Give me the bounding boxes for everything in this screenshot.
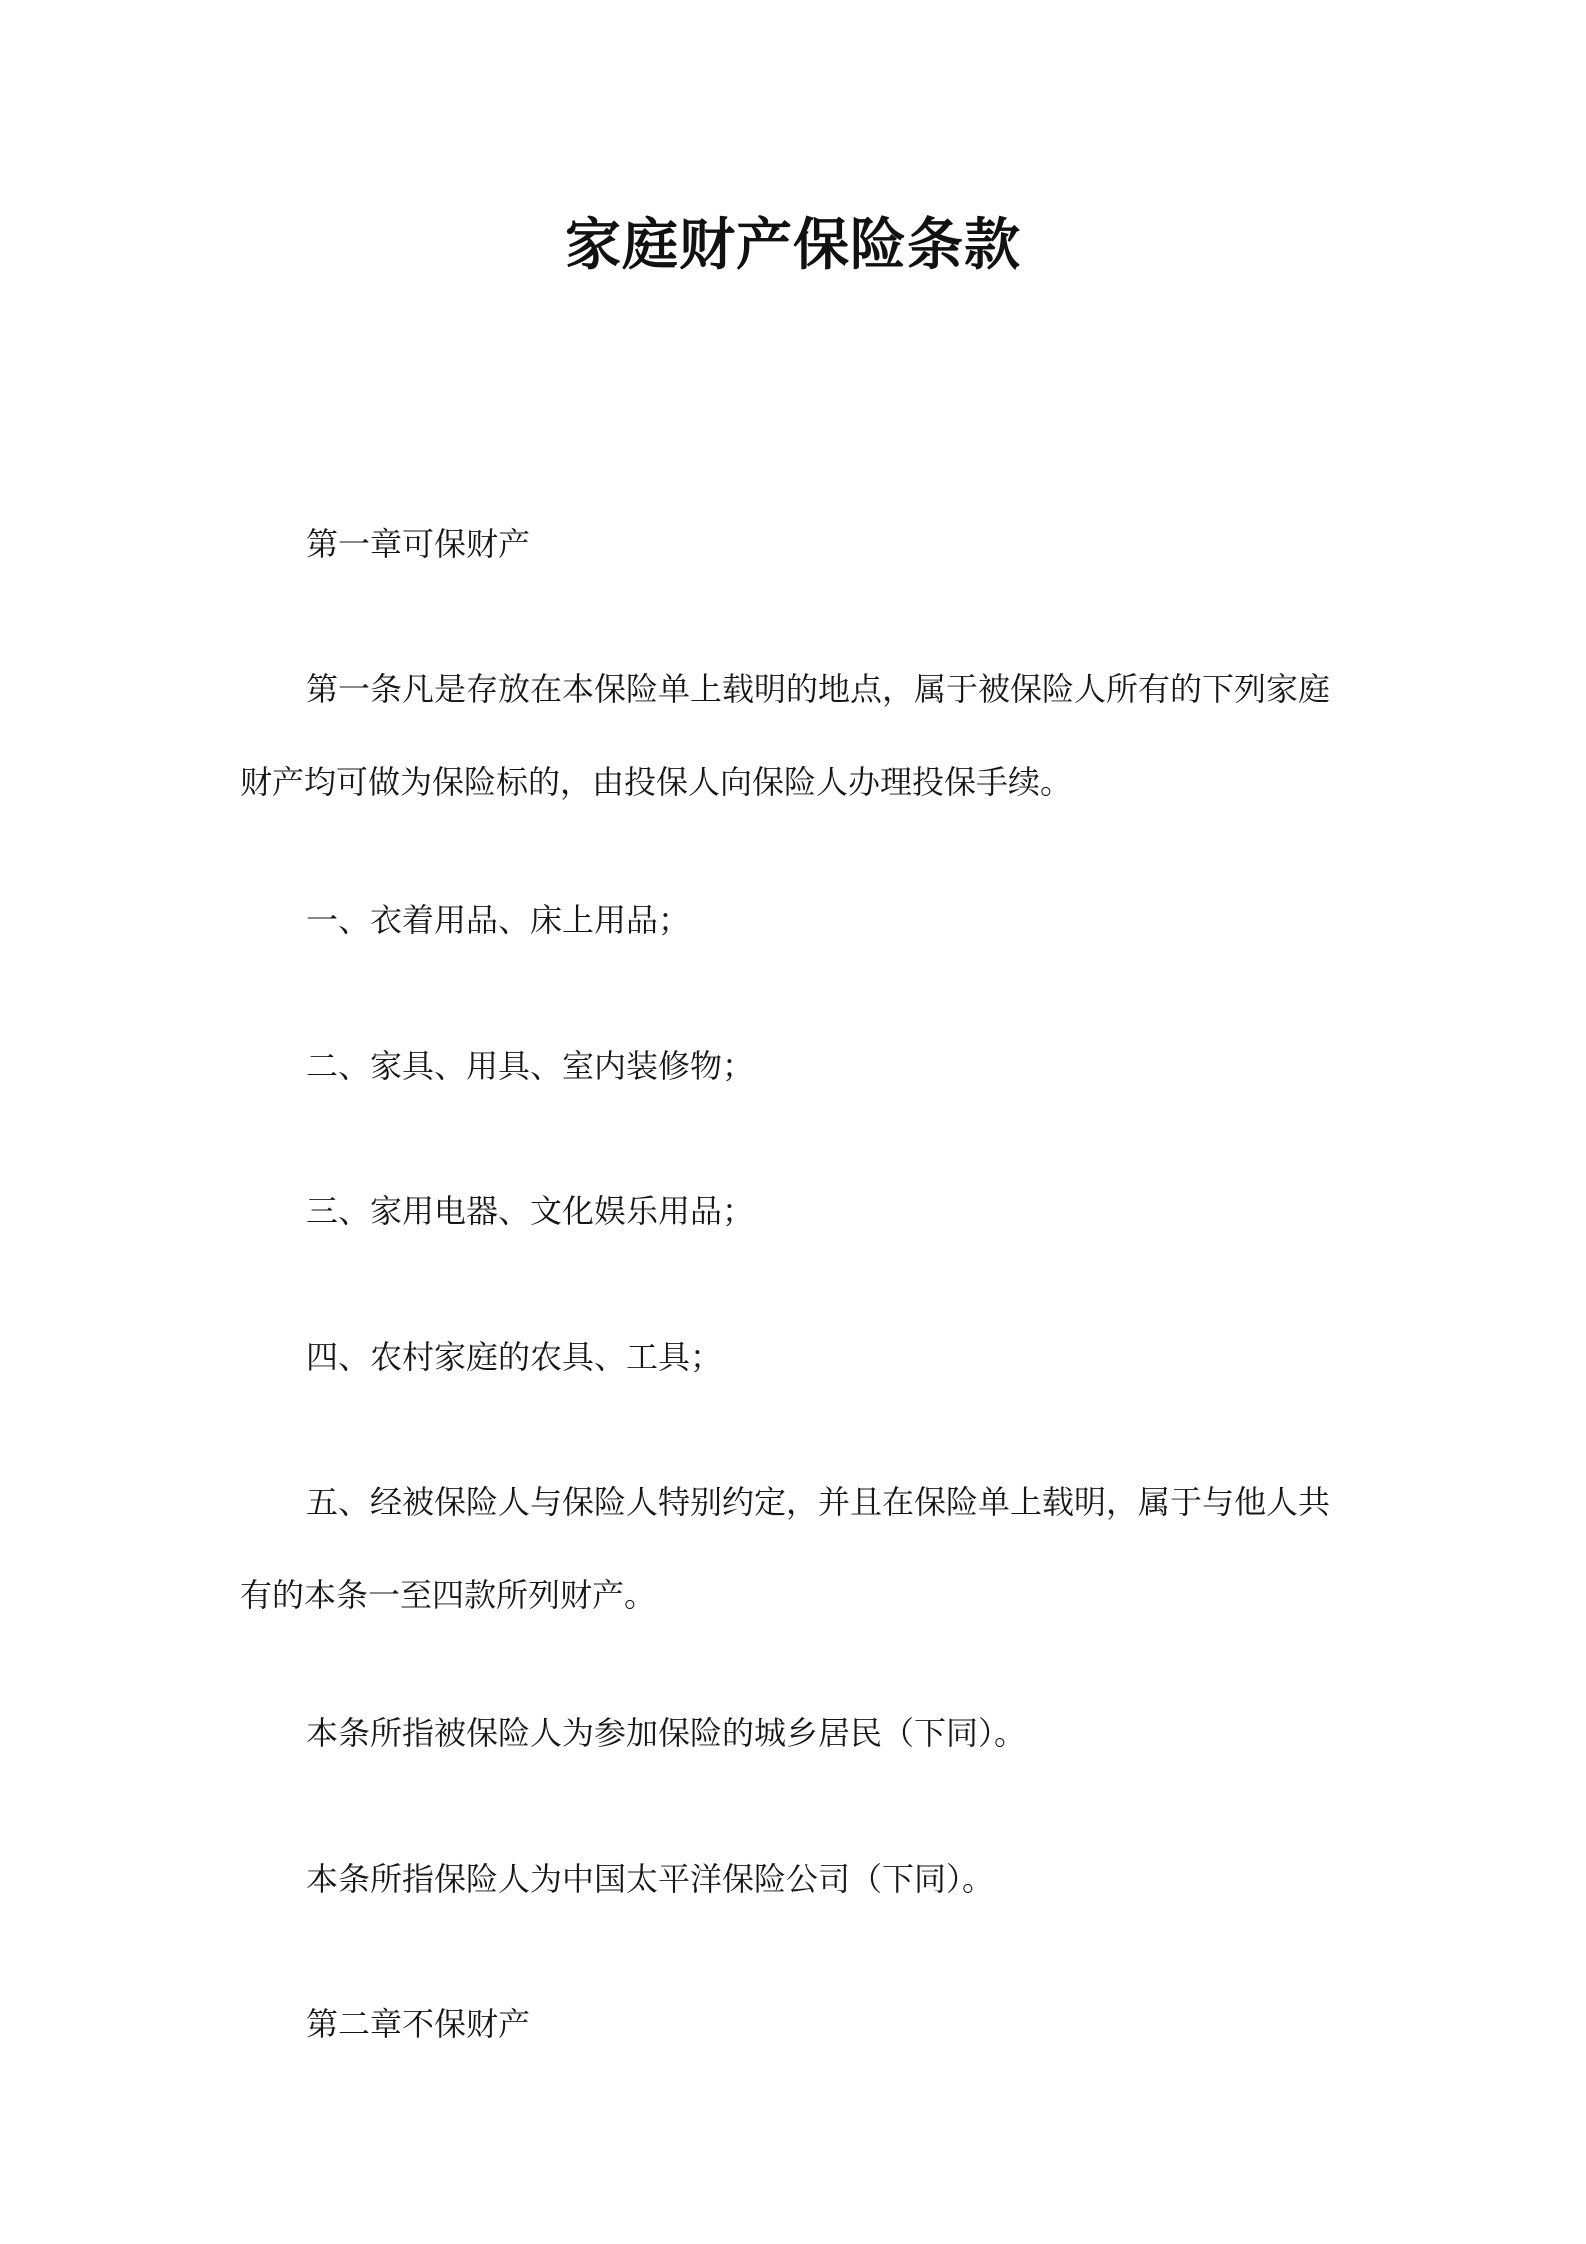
note-insurer-text: 本条所指保险人为中国太平洋保险公司（下同）。 bbox=[306, 1860, 995, 1898]
note-insurer bbox=[240, 1833, 1340, 1926]
article-1 bbox=[240, 643, 1340, 829]
item-1-text: 一、衣着用品、床上用品； bbox=[306, 901, 691, 939]
item-4-text: 四、农村家庭的农具、工具； bbox=[306, 1338, 723, 1376]
document-title: 家庭财产保险条款 bbox=[565, 213, 1021, 278]
item-5-line-1: 五、经被保险人与保险人特别约定，并且在保险单上载明，属于与他人共 bbox=[306, 1483, 1331, 1521]
item-2 bbox=[240, 1020, 1340, 1113]
chapter-1-heading-text: 第一章可保财产 bbox=[306, 525, 531, 563]
item-2-text: 二、家具、用具、室内装修物； bbox=[306, 1047, 755, 1085]
article-1-line-1: 第一条凡是存放在本保险单上载明的地点，属于被保险人所有的下列家庭 bbox=[306, 670, 1331, 708]
item-3 bbox=[240, 1165, 1340, 1258]
item-1 bbox=[240, 874, 1340, 967]
note-insured-text: 本条所指被保险人为参加保险的城乡居民（下同）。 bbox=[306, 1714, 1027, 1752]
item-4 bbox=[240, 1311, 1340, 1404]
chapter-2-heading-text: 第二章不保财产 bbox=[306, 2005, 531, 2043]
chapter-1-heading bbox=[240, 498, 1340, 591]
chapter-2-heading bbox=[240, 1978, 1340, 2071]
item-3-text: 三、家用电器、文化娱乐用品； bbox=[306, 1192, 755, 1230]
note-insured bbox=[240, 1687, 1340, 1780]
item-5-line-2: 有的本条一至四款所列财产。 bbox=[240, 1576, 657, 1614]
article-1-line-2: 财产均可做为保险标的，由投保人向保险人办理投保手续。 bbox=[240, 763, 1073, 801]
item-5 bbox=[240, 1456, 1340, 1642]
